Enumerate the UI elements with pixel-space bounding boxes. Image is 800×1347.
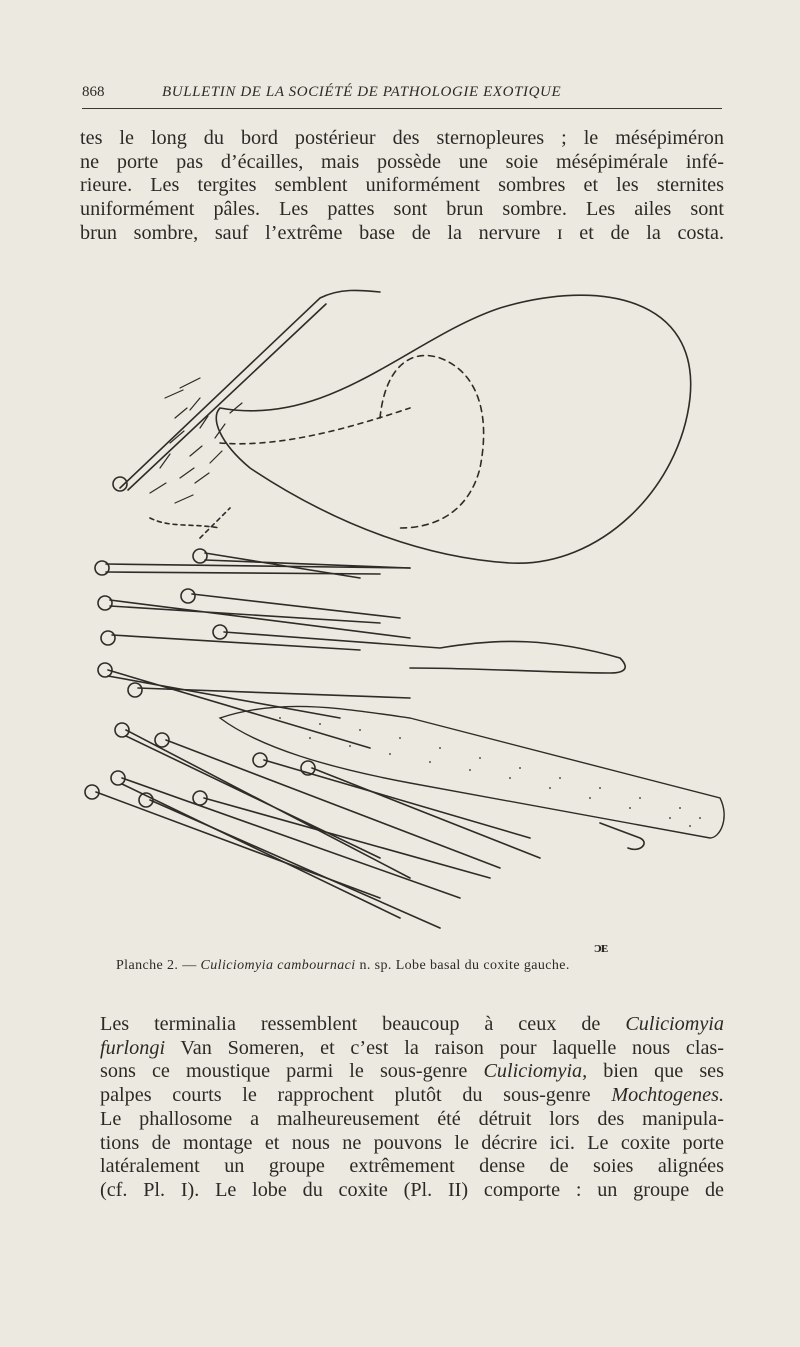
paragraph-bottom xyxy=(80,1013,724,1203)
text-line: Le phallosome a malheureusement été détruit lors des manipula- xyxy=(100,1107,724,1130)
figure-caption xyxy=(116,958,736,974)
text-run: bien que ses xyxy=(587,1060,724,1083)
anatomical-figure xyxy=(80,278,740,958)
text-run: Van Someren, et c’est la raison pour laquelle nous clas- xyxy=(165,1036,724,1059)
lobe-outline xyxy=(216,295,690,563)
text-line: latéralement un groupe extrêmement dense de soies alignées xyxy=(100,1155,724,1178)
dashed-line xyxy=(150,508,230,538)
text-line: uniformément pâles. Les pattes sont brun sombre. Les ailes sont xyxy=(80,198,724,221)
text-line: tions de montage et nous ne pouvons le décrire ici. Le coxite porte xyxy=(100,1131,724,1154)
stipple-dots xyxy=(279,717,701,827)
hook xyxy=(600,823,644,849)
coxite-lobe-drawing xyxy=(80,278,740,958)
italic-run: Culiciomyia, xyxy=(483,1060,588,1083)
dashed-outline xyxy=(380,356,484,529)
text-line xyxy=(80,1060,724,1084)
dashed-outline xyxy=(220,408,410,444)
text-line xyxy=(80,1013,724,1037)
italic-run: Culiciomyia xyxy=(625,1013,724,1035)
caption-suffix: n. sp. Lobe basal du coxite gauche. xyxy=(355,958,570,973)
text-line: (cf. Pl. I). Le lobe du coxite (Pl. II) comporte : un groupe de xyxy=(100,1178,724,1201)
caption-prefix: Planche 2. — xyxy=(116,958,201,973)
italic-run: furlongi xyxy=(100,1036,166,1059)
page-number: 868 xyxy=(82,84,105,100)
running-header xyxy=(82,80,722,109)
spine xyxy=(128,304,326,490)
journal-title: BULLETIN DE LA SOCIÉTÉ DE PATHOLOGIE EXOTIQUE xyxy=(162,84,562,100)
illustrator-monogram: ᴐᴇ xyxy=(594,940,608,956)
text-run: Les terminalia ressemblent beaucoup à ceux de xyxy=(100,1013,626,1035)
caption-species: Culiciomyia cambournaci xyxy=(200,958,356,973)
text-line: brun sombre, sauf l’extrême base de la nervure ɪ et de la costa. xyxy=(80,221,724,244)
text-line: tes le long du bord postérieur des sternopleures ; le mésépiméron xyxy=(80,127,724,149)
text-line: ne porte pas d’écailles, mais possède une soie mésépimérale infé- xyxy=(80,150,724,173)
text-line xyxy=(80,1037,724,1061)
text-line: rieure. Les tergites semblent uniformément sombres et les sternites xyxy=(80,174,724,197)
italic-run: Mochtogenes. xyxy=(611,1084,724,1107)
text-line xyxy=(80,1084,724,1108)
text-run: sons ce moustique parmi le sous-genre xyxy=(100,1060,484,1083)
text-run: palpes courts le rapprochent plutôt du sous-genre xyxy=(100,1084,612,1107)
paragraph-top xyxy=(80,127,724,246)
